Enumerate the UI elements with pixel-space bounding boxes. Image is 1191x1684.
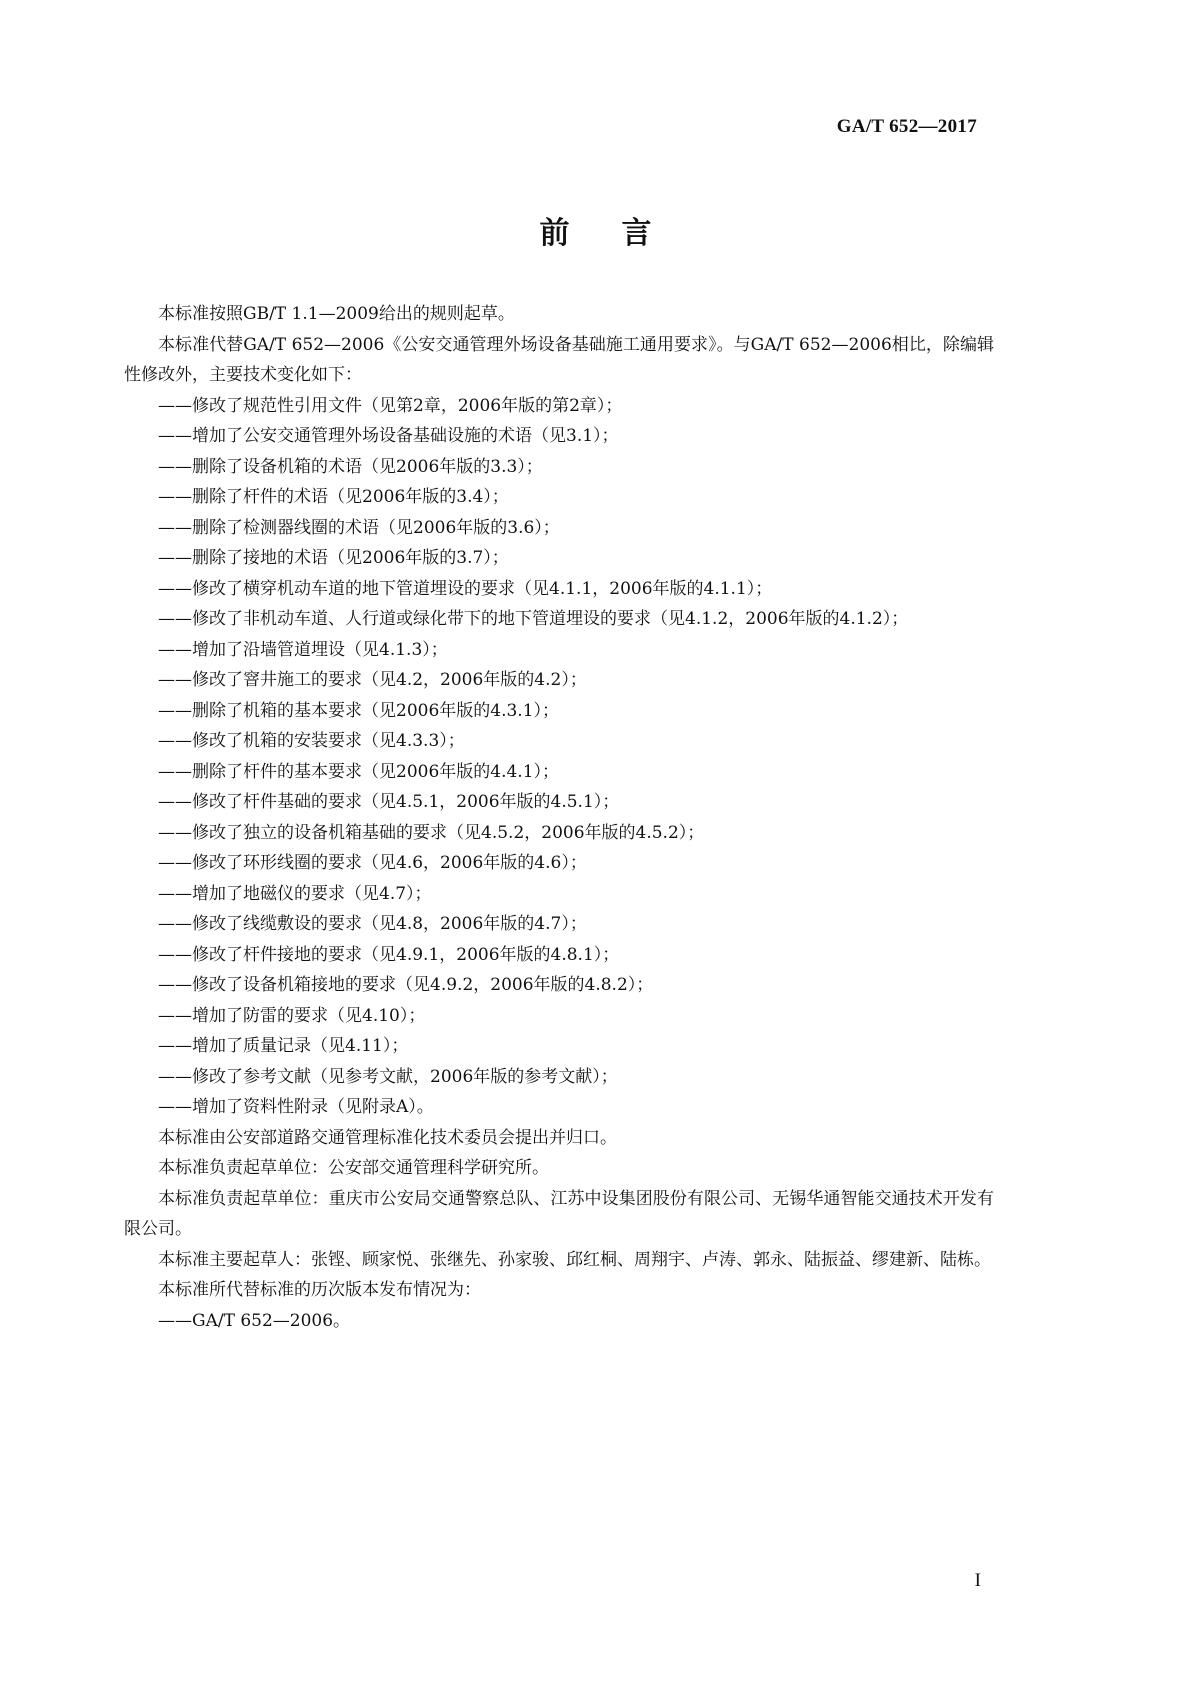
list-item: ——修改了杆件接地的要求（见4.9.1，2006年版的4.8.1）； — [158, 944, 620, 965]
page-number: I — [974, 1570, 981, 1591]
foreword-body — [124, 299, 994, 1336]
list-item: ——增加了地磁仪的要求（见4.7）； — [158, 883, 432, 904]
list-item: ——修改了环形线圈的要求（见4.6，2006年版的4.6）； — [158, 853, 587, 873]
list-item: ——删除了机箱的基本要求（见2006年版的4.3.1）； — [158, 700, 560, 721]
standard-code: GA/T 652—2017 — [836, 116, 977, 137]
list-item: ——修改了机箱的安装要求（见4.3.3）； — [158, 731, 465, 751]
list-item: ——修改了窨井施工的要求（见4.2，2006年版的4.2）； — [158, 670, 587, 690]
list-item: ——增加了防雷的要求（见4.10）； — [158, 1005, 426, 1026]
list-item: ——删除了接地的术语（见2006年版的3.7）； — [158, 548, 509, 568]
drafting-unit-paragraph: 本标准负责起草单位：公安部交通管理科学研究所。 — [158, 1158, 549, 1178]
list-item: ——增加了沿墙管道埋设（见4.1.3）； — [158, 639, 448, 660]
list-item: ——修改了设备机箱接地的要求（见4.9.2，2006年版的4.8.2）； — [158, 975, 654, 995]
list-item: ——删除了杆件的基本要求（见2006年版的4.4.1）； — [158, 761, 560, 782]
history-item: ——GA/T 652—2006。 — [158, 1310, 351, 1331]
list-item: ——删除了检测器线圈的术语（见2006年版的3.6）； — [158, 517, 560, 538]
list-item: ——修改了规范性引用文件（见第2章，2006年版的第2章）； — [158, 395, 623, 416]
list-item: ——修改了线缆敷设的要求（见4.8，2006年版的4.7）； — [158, 914, 587, 934]
drafting-unit-paragraph: 本标准负责起草单位：重庆市公安局交通警察总队、江苏中设集团股份有限公司、无锡华通智能交通技术开发有限公司。 — [124, 1188, 994, 1239]
list-item: ——删除了杆件的术语（见2006年版的3.4）； — [158, 487, 509, 507]
page-title: 前言 — [539, 216, 704, 251]
proposer-paragraph: 本标准由公安部道路交通管理标准化技术委员会提出并归口。 — [158, 1127, 617, 1148]
list-item: ——删除了设备机箱的术语（见2006年版的3.3）； — [158, 456, 543, 477]
list-item: ——增加了资料性附录（见附录A）。 — [158, 1097, 434, 1117]
list-item: ——修改了独立的设备机箱基础的要求（见4.5.2，2006年版的4.5.2）； — [158, 822, 705, 843]
list-item: ——增加了质量记录（见4.11）； — [158, 1036, 409, 1056]
list-item: ——增加了公安交通管理外场设备基础设施的术语（见3.1）； — [158, 426, 619, 446]
intro-paragraph: 本标准按照GB/T 1.1—2009给出的规则起草。 — [158, 304, 515, 324]
intro-paragraph: 本标准代替GA/T 652—2006《公安交通管理外场设备基础施工通用要求》。与GA/T 652—2006相比，除编辑性修改外，主要技术变化如下： — [124, 334, 994, 385]
drafters-paragraph: 本标准主要起草人：张铿、顾家悦、张继先、孙家骏、邱红桐、周翔宇、卢涛、郭永、陆振益、缪建新、陆栋。 — [158, 1249, 991, 1270]
list-item: ——修改了杆件基础的要求（见4.5.1，2006年版的4.5.1）； — [158, 792, 620, 812]
history-paragraph: 本标准所代替标准的历次版本发布情况为： — [158, 1280, 481, 1300]
list-item: ——修改了横穿机动车道的地下管道埋设的要求（见4.1.1，2006年版的4.1.1）； — [158, 578, 773, 599]
list-item: ——修改了参考文献（见参考文献，2006年版的参考文献）； — [158, 1066, 618, 1087]
change-list — [124, 391, 994, 1123]
list-item: ——修改了非机动车道、人行道或绿化带下的地下管道埋设的要求（见4.1.2，2006年版的4.1.2）； — [158, 609, 909, 629]
